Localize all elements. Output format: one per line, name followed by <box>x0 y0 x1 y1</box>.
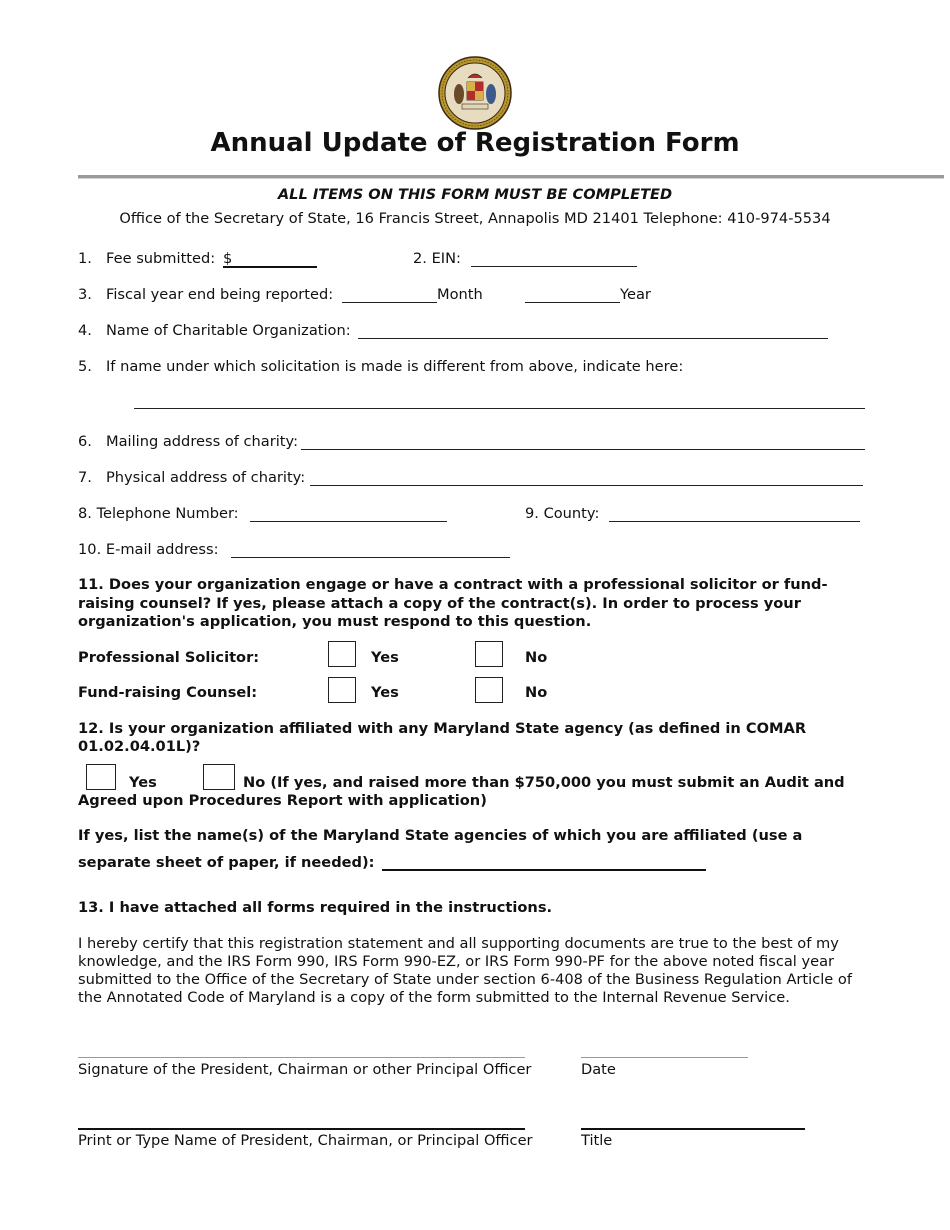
item-number-1: 1. <box>78 250 92 267</box>
fee-input-line[interactable] <box>223 266 317 268</box>
fee-currency: $ <box>223 250 233 267</box>
q12-line-1: 12. Is your organization affiliated with any Maryland State agency (as defined in COMAR <box>78 720 807 737</box>
physical-address-label: Physical address of charity: <box>106 469 306 486</box>
signature-input-line[interactable] <box>78 1057 525 1058</box>
fundraising-counsel-yes-checkbox[interactable] <box>328 677 356 703</box>
email-input-line[interactable] <box>231 557 510 558</box>
print-name-label: Print or Type Name of President, Chairman, or Principal Officer <box>78 1132 533 1149</box>
telephone-label: 8. Telephone Number: <box>78 505 239 522</box>
date-label: Date <box>581 1061 616 1078</box>
county-label: 9. County: <box>525 505 600 522</box>
q11-line-2: raising counsel? If yes, please attach a copy of the contract(s). In order to process your <box>78 595 801 612</box>
item-number-4: 4. <box>78 322 92 339</box>
organization-name-label: Name of Charitable Organization: <box>106 322 351 339</box>
mailing-address-input-line[interactable] <box>301 449 865 450</box>
fiscal-year-label: Fiscal year end being reported: <box>106 286 334 303</box>
certification-line-3: submitted to the Office of the Secretary of State under section 6-408 of the Business Regulation Article of <box>78 971 852 988</box>
title-input-line[interactable] <box>581 1128 805 1130</box>
fundraising-counsel-no-label: No <box>525 684 548 701</box>
professional-solicitor-label: Professional Solicitor: <box>78 649 260 666</box>
professional-solicitor-yes-label: Yes <box>371 649 399 666</box>
item-number-3: 3. <box>78 286 92 303</box>
fundraising-counsel-no-checkbox[interactable] <box>475 677 503 703</box>
item-number-7: 7. <box>78 469 92 486</box>
professional-solicitor-yes-checkbox[interactable] <box>328 641 356 667</box>
signature-label: Signature of the President, Chairman or other Principal Officer <box>78 1061 532 1078</box>
item-number-6: 6. <box>78 433 92 450</box>
professional-solicitor-no-label: No <box>525 649 548 666</box>
mailing-address-label: Mailing address of charity: <box>106 433 299 450</box>
professional-solicitor-no-checkbox[interactable] <box>475 641 503 667</box>
fiscal-month-input-line[interactable] <box>342 302 437 303</box>
maryland-state-seal-icon <box>438 56 512 130</box>
q12-line-2: 01.02.04.01L)? <box>78 738 201 755</box>
item-number-5: 5. <box>78 358 92 375</box>
fundraising-counsel-label: Fund-raising Counsel: <box>78 684 258 701</box>
page-title: Annual Update of Registration Form <box>210 128 740 158</box>
agency-list-input-line[interactable] <box>382 869 706 871</box>
fundraising-counsel-yes-label: Yes <box>371 684 399 701</box>
agency-affiliated-yes-checkbox[interactable] <box>86 764 116 790</box>
q11-line-1: 11. Does your organization engage or have a contract with a professional solicitor or fund- <box>78 576 828 593</box>
agency-affiliated-yes-label: Yes <box>129 774 157 791</box>
fiscal-year-input-line[interactable] <box>525 302 620 303</box>
required-notice: ALL ITEMS ON THIS FORM MUST BE COMPLETED <box>277 186 673 203</box>
email-label: 10. E-mail address: <box>78 541 219 558</box>
ein-label: 2. EIN: <box>413 250 461 267</box>
ein-input-line[interactable] <box>471 266 637 267</box>
organization-name-input-line[interactable] <box>358 338 828 339</box>
title-label: Title <box>581 1132 613 1149</box>
certification-line-4: the Annotated Code of Maryland is a copy of the form submitted to the Internal Revenue Service. <box>78 989 790 1006</box>
agency-affiliated-no-label: No (If yes, and raised more than $750,000 you must submit an Audit and <box>243 774 845 791</box>
q13-statement: 13. I have attached all forms required in the instructions. <box>78 899 553 916</box>
telephone-input-line[interactable] <box>250 521 447 522</box>
physical-address-input-line[interactable] <box>310 485 863 486</box>
fiscal-year-suffix: Year <box>620 286 651 303</box>
agency-affiliated-no-checkbox[interactable] <box>203 764 235 790</box>
agency-affiliated-no-label-cont: Agreed upon Procedures Report with application) <box>78 792 487 809</box>
q11-line-3: organization's application, you must respond to this question. <box>78 613 592 630</box>
date-input-line[interactable] <box>581 1057 748 1058</box>
title-divider <box>78 175 944 179</box>
solicitation-name-label: If name under which solicitation is made is different from above, indicate here: <box>106 358 684 375</box>
agency-list-line-1: If yes, list the name(s) of the Maryland State agencies of which you are affiliated (use a <box>78 827 803 844</box>
solicitation-name-input-line[interactable] <box>134 408 865 409</box>
county-input-line[interactable] <box>609 521 860 522</box>
print-name-input-line[interactable] <box>78 1128 525 1130</box>
fee-label: Fee submitted: <box>106 250 216 267</box>
office-contact-line: Office of the Secretary of State, 16 Francis Street, Annapolis MD 21401 Telephone: 410-974-5534 <box>119 210 831 227</box>
fiscal-month-label: Month <box>437 286 483 303</box>
certification-line-2: knowledge, and the IRS Form 990, IRS Form 990-EZ, or IRS Form 990-PF for the above noted fiscal year <box>78 953 835 970</box>
agency-list-line-2: separate sheet of paper, if needed): <box>78 854 375 871</box>
certification-line-1: I hereby certify that this registration statement and all supporting documents are true to the best of my <box>78 935 839 952</box>
